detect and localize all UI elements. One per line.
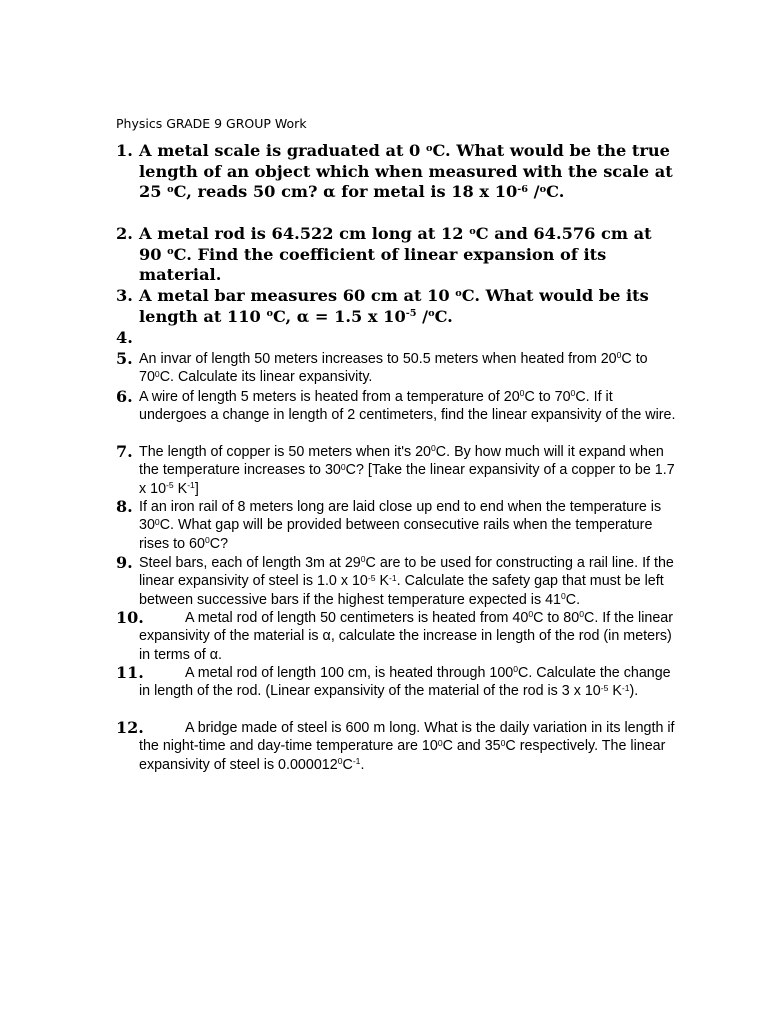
question-3	[116, 286, 676, 327]
question-text: A metal bar measures 60 cm at 10 $^o$C. What would be its length at 110 $^o$C, α = 1.5 x $10^{-5}$ /$^o$C.	[139, 286, 649, 326]
question-8	[116, 498, 676, 553]
question-number: 6.	[116, 387, 133, 406]
question-text: If an iron rail of 8 meters long are laid close up end to end when the temperature is $30^0C$. What gap will be provided between consecutive rails when the temperature rises to $60^0C$?	[139, 499, 662, 552]
question-text: The length of copper is 50 meters when it's $20^0C$. By how much will it expand when the temperature increases to $30^0C$? [Take the linear expansivity of a copper to be 1.7 x $10^{-5}$ $K^{-1}$]	[139, 443, 675, 497]
question-text: A wire of length 5 meters is heated from a temperature of $20^0C$ to $70^0C$. If it undergoes a change in length of 2 centimeters, find the linear expansivity of the wire.	[139, 388, 676, 424]
question-text: Steel bars, each of length 3m at $29^0C$ are to be used for constructing a rail line. If the linear expansivity of steel is 1.0 x $10^{-5}$ $K^{-1}$. Calculate the safety gap that must be left between successive bars if the highest temperature expected is $41^0C$.	[139, 554, 674, 608]
question-text: A bridge made of steel is 600 m long. What is the daily variation in its length if the night-time and day-time temperature are $10^0C$ and $35^0C$ respectively. The linear expansivity of steel is $0.000012^0C^{-1}$.	[139, 720, 675, 773]
question-number: 8.	[116, 497, 133, 516]
question-number: 4.	[116, 328, 133, 347]
question-11	[116, 664, 676, 701]
question-7	[116, 443, 676, 498]
question-10	[116, 609, 676, 664]
question-number: 7.	[116, 442, 133, 461]
question-6	[116, 388, 676, 425]
question-text: A metal rod is 64.522 cm long at 12 $^o$C and 64.576 cm at 90 $^o$C. Find the coefficient of linear expansion of its material.	[139, 224, 652, 285]
question-5	[116, 350, 676, 387]
question-text: A metal scale is graduated at 0 $^o$C. What would be the true length of an object which when measured with the scale at 25 $^o$C, reads 50 cm? α for metal is 18 x $10^{-6}$ /$^o$C.	[139, 141, 673, 202]
document-title: Physics GRADE 9 GROUP Work	[116, 116, 307, 131]
question-number: 2.	[116, 224, 133, 243]
question-text: An invar of length 50 meters increases to 50.5 meters when heated from $20^0C$ to $70^0C$. Calculate its linear expansivity.	[139, 350, 648, 386]
question-12	[116, 719, 676, 774]
question-2	[116, 224, 676, 286]
question-1	[116, 141, 676, 203]
question-text: A metal rod of length 50 centimeters is heated from $40^0C$ to $80^0C$. If the linear expansivity of the material is α, calculate the increase in length of the rod (in meters) in terms of α.	[139, 609, 673, 663]
question-number: 5.	[116, 349, 133, 368]
question-number: 12.	[116, 718, 144, 737]
question-number: 9.	[116, 553, 133, 572]
question-number: 10.	[116, 608, 144, 627]
question-number: 1.	[116, 141, 133, 160]
question-number: 3.	[116, 286, 133, 305]
question-9	[116, 554, 676, 609]
question-number: 11.	[116, 663, 144, 682]
question-text: A metal rod of length 100 cm, is heated through $100^0C$. Calculate the change in length of the rod. (Linear expansivity of the material of the rod is 3 x $10^{-5}$ $K^{-1}$).	[139, 664, 671, 700]
